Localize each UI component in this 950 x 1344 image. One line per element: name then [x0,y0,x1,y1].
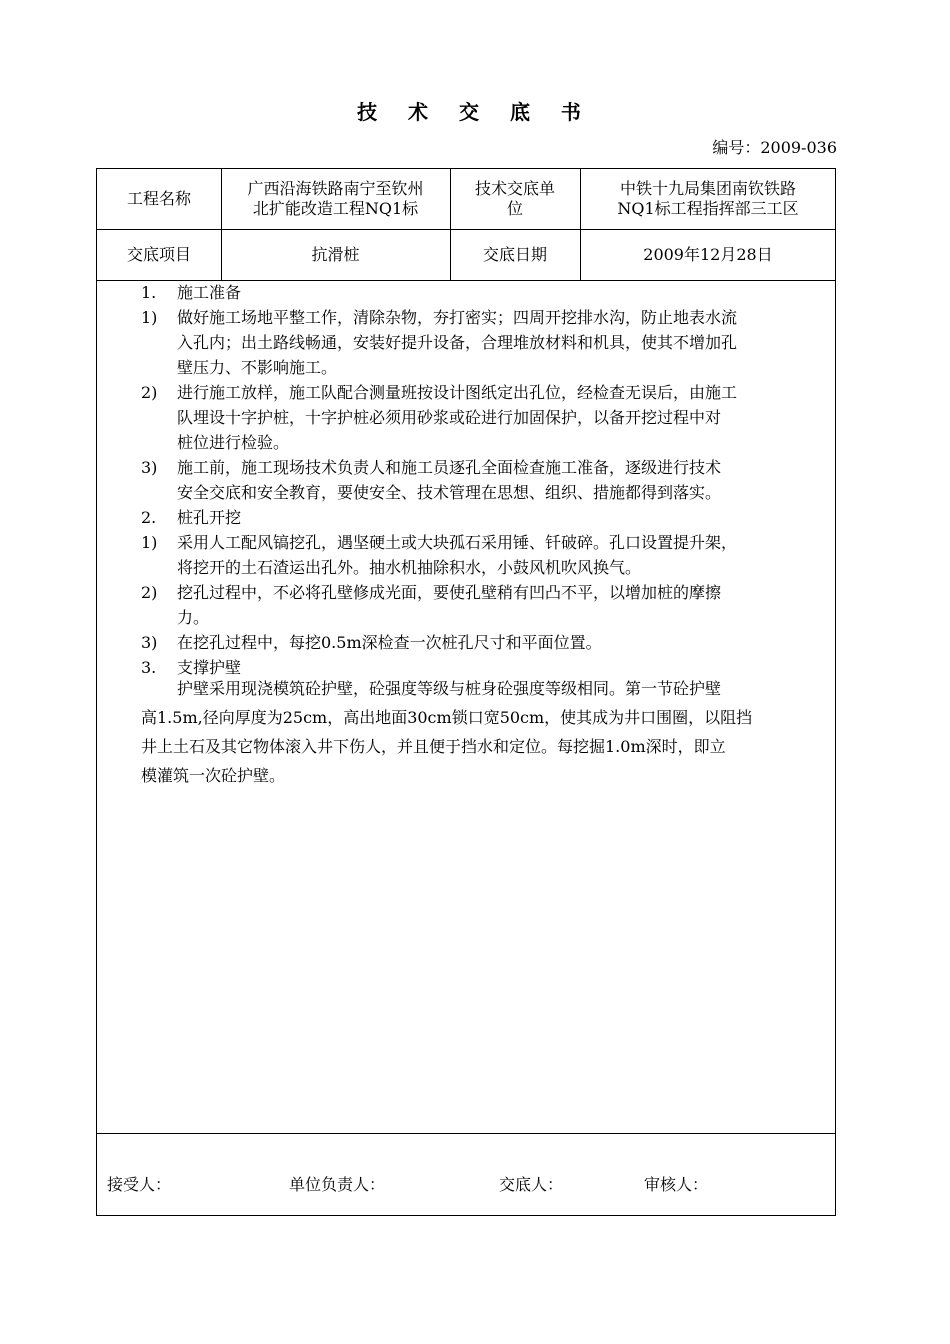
unit-head-signature-label: 单位负责人： [289,1175,386,1194]
item-text: 挖孔过程中，不必将孔壁修成光面，要使孔壁稍有凹凸不平，以增加桩的摩擦 [177,583,722,602]
paragraph-line: 井上土石及其它物体滚入井下伤人，并且便于挡水和定位。每挖掘1.0m深时，即立 [141,737,726,756]
presenter-signature-label: 交底人： [499,1175,564,1194]
unit-label-line: 技术交底单 [474,179,555,198]
project-name-value [221,169,450,229]
reviewer-signature-label: 审核人： [644,1175,709,1194]
item-text: 进行施工放样，施工队配合测量班按设计图纸定出孔位，经检查无误后，由施工 [177,383,738,402]
unit-line: 中铁十九局集团南钦铁路 [619,179,796,198]
list-item [141,630,831,655]
item-number: 2) [141,583,158,602]
date-value-text: 2009年12月28日 [643,244,773,264]
list-item [141,455,831,480]
item-number: 2) [141,383,158,402]
list-item-continuation [141,605,831,630]
item-label-text: 交底项目 [126,244,191,264]
item-number: 3) [141,458,158,477]
receiver-signature-label: 接受人： [107,1175,172,1194]
date-value [580,229,836,280]
item-text: 力。 [177,608,210,627]
list-item [141,580,831,605]
list-item [141,380,831,405]
section-heading [141,280,831,305]
item-text: 采用人工配风镐挖孔，遇坚硬土或大块孤石采用锤、钎破碎。孔口设置提升架， [177,533,738,552]
item-text: 做好施工场地平整工作，清除杂物，夯打密实；四周开挖排水沟，防止地表水流 [177,308,738,327]
list-item [141,530,831,555]
section-title: 桩孔开挖 [177,508,242,527]
paragraph-line: 高1.5m,径向厚度为25cm，高出地面30cm锁口宽50cm，使其成为井口围圈，以阻挡 [141,708,753,727]
unit-line: NQ1标工程指挥部三工区 [617,199,799,218]
list-item-continuation [141,355,831,380]
section-number: 1. [141,283,157,302]
list-item-continuation [141,555,831,580]
list-item-continuation [141,330,831,355]
document-title: 技 术 交 底 书 [357,100,593,124]
item-text: 施工前，施工现场技术负责人和施工员逐孔全面检查施工准备，逐级进行技术 [177,458,722,477]
item-number: 1) [141,533,158,552]
list-item-continuation [141,480,831,505]
project-name-line: 广西沿海铁路南宁至钦州 [247,179,424,198]
paragraph-line: 模灌筑一次砼护壁。 [141,766,286,785]
item-value [221,229,450,280]
list-item-continuation [141,430,831,455]
item-text: 将挖开的土石渣运出孔外。抽水机抽除积水，小鼓风机吹风换气。 [177,558,642,577]
item-text: 安全交底和安全教育，要使安全、技术管理在思想、组织、措施都得到落实。 [177,483,722,502]
section-title: 支撑护壁 [177,658,242,677]
item-text: 在挖孔过程中，每挖0.5m深检查一次桩孔尺寸和平面位置。 [177,633,602,652]
date-label-text: 交底日期 [482,244,547,264]
item-number: 1) [141,308,158,327]
project-name-line: 北扩能改造工程NQ1标 [252,199,419,218]
item-number: 3) [141,633,158,652]
item-text: 桩位进行检验。 [177,433,290,452]
unit-value [580,169,836,229]
date-label [450,229,580,280]
item-value-text: 抗滑桩 [311,244,360,264]
section-number: 2. [141,508,157,527]
document-number: 编号：2009-036 [712,138,837,157]
section-heading [141,505,831,530]
list-item-continuation [141,405,831,430]
item-label [97,229,221,280]
unit-label-line: 位 [506,199,523,218]
row-divider [97,1133,835,1134]
paragraph-line: 护壁采用现浇模筑砼护壁，砼强度等级与桩身砼强度等级相同。第一节砼护壁 [177,679,722,698]
section-number: 3. [141,658,157,677]
disclosure-form [96,168,836,1216]
section-title: 施工准备 [177,283,242,302]
disclosure-content [141,280,831,680]
project-name-label [97,169,221,229]
item-text: 壁压力、不影响施工。 [177,358,338,377]
item-text: 入孔内；出土路线畅通，安装好提升设备，合理堆放材料和机具，使其不增加孔 [177,333,738,352]
item-text: 队埋设十字护桩，十字护桩必须用砂浆或砼进行加固保护，以备开挖过程中对 [177,408,722,427]
support-paragraph [141,674,831,790]
project-name-label-text: 工程名称 [126,189,191,208]
list-item [141,305,831,330]
unit-label [450,169,580,229]
